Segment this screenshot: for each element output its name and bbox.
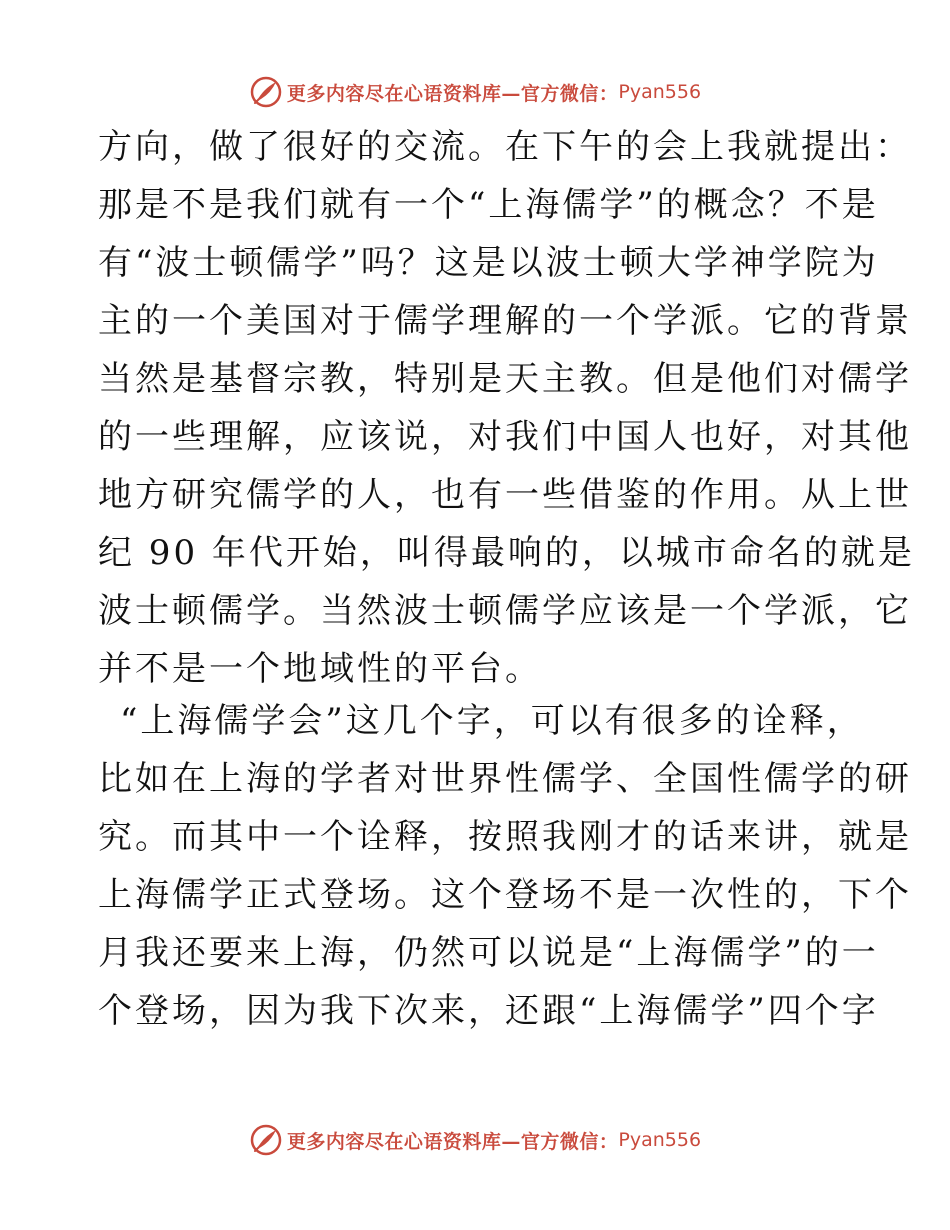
text-line: 那是不是我们就有一个“上海儒学”的概念？不是 [98,185,879,225]
paragraph-1 [98,118,915,698]
text-line: 主的一个美国对于儒学理解的一个学派。它的背景 [98,301,912,341]
paragraph-2 [98,692,912,1040]
header-banner-text: 更多内容尽在心语资料库—官方微信： [286,82,619,105]
header-banner [0,72,950,112]
text-line: 月我还要来上海，仍然可以说是“上海儒学”的一 [98,933,879,973]
quill-pen-logo-icon [249,1123,283,1157]
text-line: 纪 90 年代开始，叫得最响的，以城市命名的就是 [98,533,915,573]
text-line: 方向，做了很好的交流。在下午的会上我就提出： [98,127,912,167]
text-line: 并不是一个地域性的平台。 [98,649,542,689]
text-line: 的一些理解，应该说，对我们中国人也好，对其他 [98,417,912,457]
header-contact: Pyan556 [618,81,702,103]
text-line: 地方研究儒学的人，也有一些借鉴的作用。从上世 [98,475,912,515]
footer-contact: Pyan556 [618,1129,702,1151]
text-line: 个登场，因为我下次来，还跟“上海儒学”四个字 [98,991,879,1031]
footer-banner-text: 更多内容尽在心语资料库—官方微信： [286,1130,619,1153]
text-line: 波士顿儒学。当然波士顿儒学应该是一个学派，它 [98,591,912,631]
text-line: “上海儒学会”这几个字，可以有很多的诠释， [120,701,864,741]
text-line: 究。而其中一个诠释，按照我刚才的话来讲，就是 [98,817,912,857]
text-line: 比如在上海的学者对世界性儒学、全国性儒学的研 [98,759,912,799]
text-line: 上海儒学正式登场。这个登场不是一次性的，下个 [98,875,912,915]
footer-banner [0,1120,950,1160]
text-line: 有“波士顿儒学”吗？这是以波士顿大学神学院为 [98,243,879,283]
text-line: 当然是基督宗教，特别是天主教。但是他们对儒学 [98,359,912,399]
quill-pen-logo-icon [249,75,283,109]
